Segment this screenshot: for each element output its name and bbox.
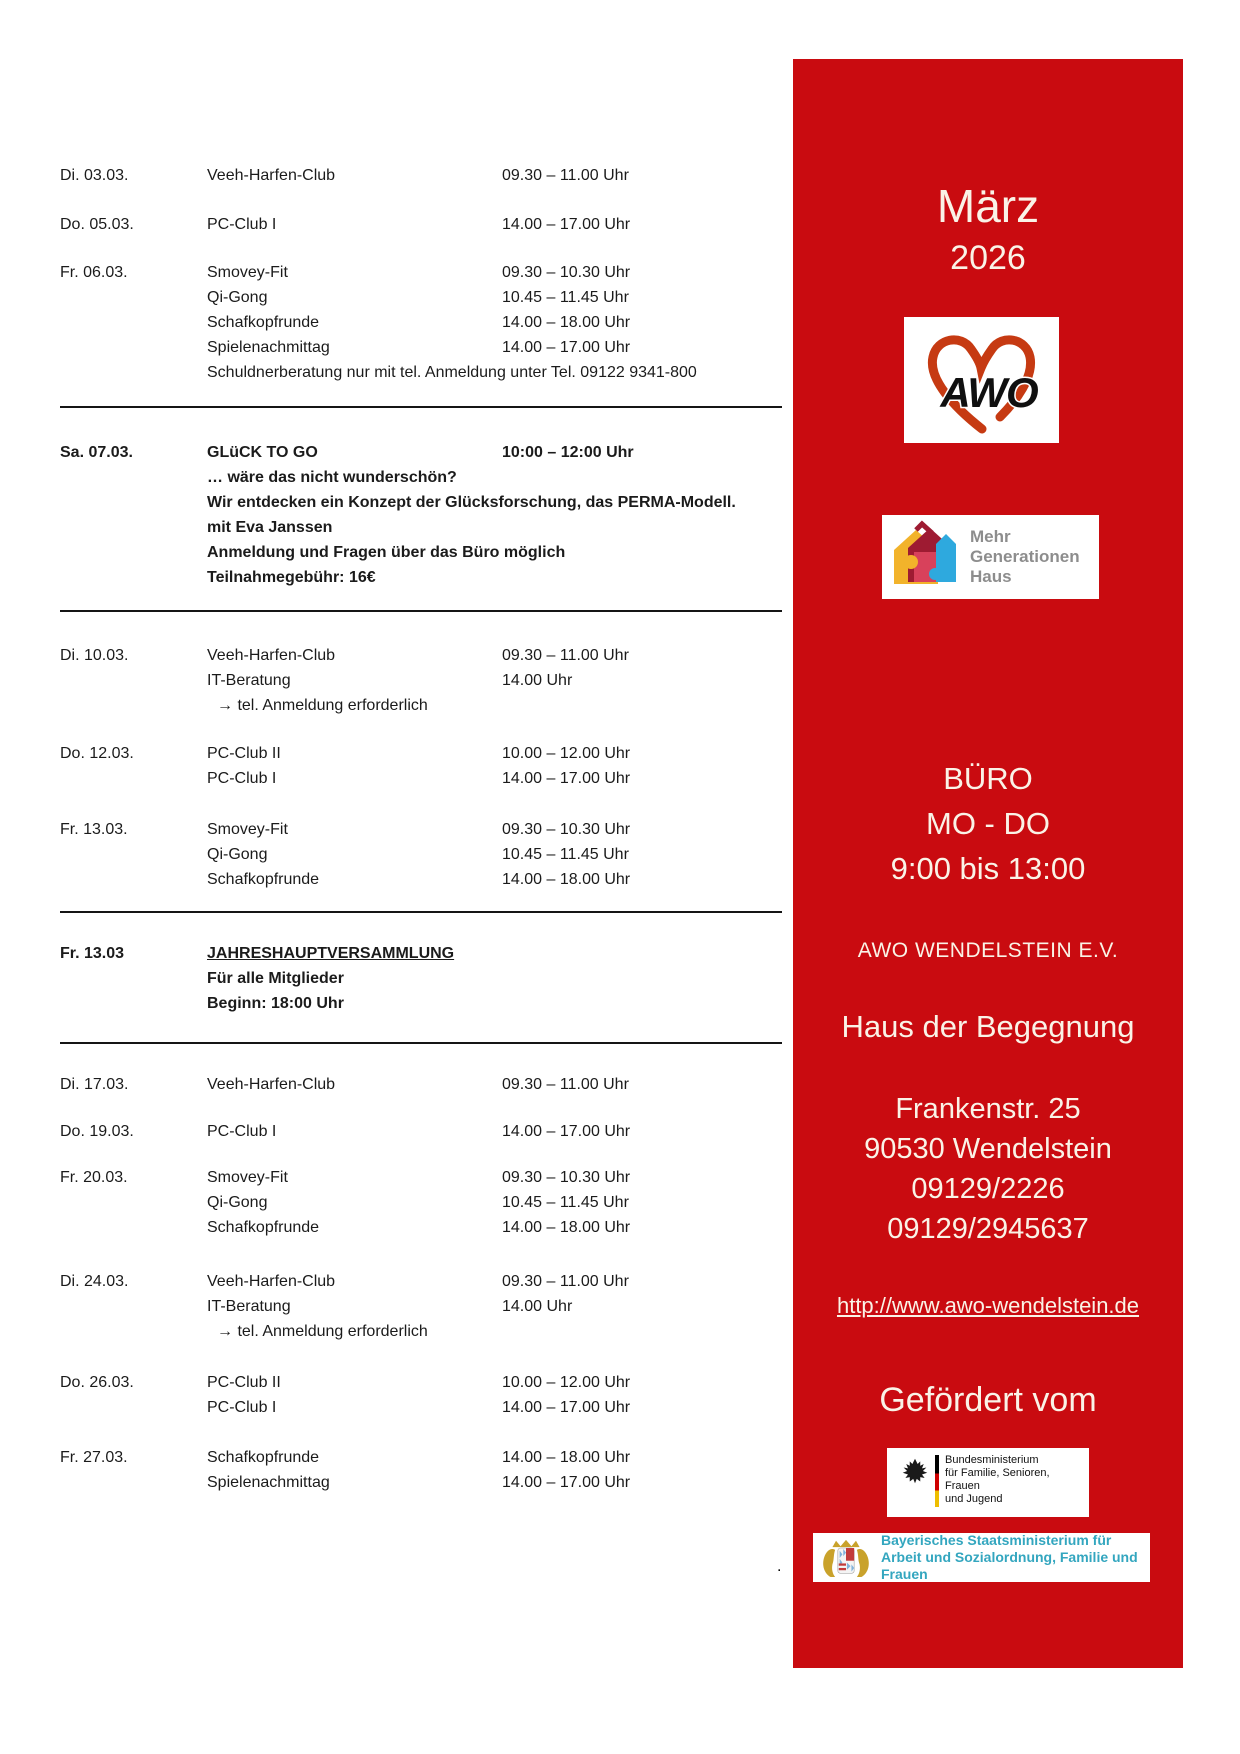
event-name: PC-Club I	[207, 770, 277, 787]
office-days: MO - DO	[926, 806, 1050, 841]
bund-logo-line2: für Familie, Senioren, Frauen	[945, 1467, 1050, 1492]
schedule-row	[207, 163, 784, 188]
date-label: Fr. 27.03.	[60, 1449, 128, 1466]
event-time: 09.30 – 10.30 Uhr	[502, 1169, 631, 1186]
event-time: 10.45 – 11.45 Uhr	[502, 1194, 629, 1211]
schedule-row	[207, 867, 784, 892]
event-time: 10.45 – 11.45 Uhr	[502, 289, 629, 306]
event-name: Schuldnerberatung nur mit tel. Anmeldung unter Tel. 09122 9341-800	[207, 364, 697, 381]
schedule-group	[60, 260, 784, 385]
event-name: Teilnahmegebühr: 16€	[207, 569, 376, 586]
date-label: Fr. 13.03.	[60, 821, 128, 838]
event-name: IT-Beratung	[207, 1298, 291, 1315]
event-name: Spielenachmittag	[207, 1474, 330, 1491]
event-name: PC-Club II	[207, 1374, 281, 1391]
event-name: Veeh-Harfen-Club	[207, 1076, 336, 1093]
event-time: 09.30 – 11.00 Uhr	[502, 647, 629, 664]
address-street: Frankenstr. 25	[895, 1093, 1081, 1125]
schedule-group	[60, 643, 784, 718]
schedule-row	[207, 515, 784, 540]
event-name: PC-Club I	[207, 1399, 277, 1416]
event-name: → tel. Anmeldung erforderlich	[217, 697, 428, 714]
schedule-row	[207, 1445, 784, 1470]
bayern-logo-line1: Bayerisches Staatsministerium für	[881, 1533, 1112, 1548]
event-name: GLüCK TO GO	[207, 444, 318, 461]
schedule-group	[60, 1119, 784, 1144]
venue-name: Haus der Begegnung	[841, 1009, 1135, 1044]
schedule-row	[207, 668, 784, 693]
event-name: JAHRESHAUPTVERSAMMLUNG	[207, 945, 455, 962]
event-name: Wir entdecken ein Konzept der Glücksforschung, das PERMA-Modell.	[207, 494, 736, 511]
bund-logo-line1: Bundesministerium	[945, 1454, 1039, 1466]
schedule-row	[207, 766, 784, 791]
stray-period-mark: .	[777, 1558, 782, 1575]
event-time: 09.30 – 11.00 Uhr	[502, 1076, 629, 1093]
event-time: 14.00 – 17.00 Uhr	[502, 339, 631, 356]
event-name: Veeh-Harfen-Club	[207, 167, 336, 184]
office-label: BÜRO	[943, 761, 1033, 796]
event-time: 10.00 – 12.00 Uhr	[502, 745, 631, 762]
date-label: Fr. 13.03	[60, 945, 125, 962]
website-link[interactable]: http://www.awo-wendelstein.de	[836, 1293, 1140, 1318]
german-flag-bar	[935, 1455, 939, 1507]
schedule-row	[207, 285, 784, 310]
schedule-row	[207, 941, 784, 966]
date-label: Sa. 07.03.	[60, 444, 133, 461]
schedule-row	[207, 643, 784, 668]
event-time: 10:00 – 12:00 Uhr	[502, 444, 634, 461]
section-divider	[60, 610, 782, 612]
section-divider	[60, 1042, 782, 1044]
office-hours: 9:00 bis 13:00	[890, 851, 1086, 886]
awo-heart-icon	[904, 317, 1059, 443]
event-name: Smovey-Fit	[207, 1169, 288, 1186]
event-name: Anmeldung und Fragen über das Büro möglich	[207, 544, 566, 561]
event-time: 14.00 – 17.00 Uhr	[502, 1474, 631, 1491]
org-name: AWO WENDELSTEIN E.V.	[857, 939, 1119, 962]
date-label: Fr. 06.03.	[60, 264, 128, 281]
schedule-row	[207, 1165, 784, 1190]
schedule-group	[60, 1072, 784, 1097]
schedule-row	[207, 1319, 784, 1344]
event-name: Qi-Gong	[207, 846, 268, 863]
event-name: Qi-Gong	[207, 289, 268, 306]
date-label: Do. 12.03.	[60, 745, 134, 762]
event-name: Schafkopfrunde	[207, 1219, 320, 1236]
month-title: März	[936, 180, 1040, 232]
schedule-row	[207, 465, 784, 490]
event-name: Beginn: 18:00 Uhr	[207, 995, 344, 1012]
phone-number-1: 09129/2226	[911, 1173, 1065, 1205]
event-time: 10.45 – 11.45 Uhr	[502, 846, 629, 863]
schedule-row	[207, 693, 784, 718]
schedule-row	[207, 1190, 784, 1215]
schedule-row	[207, 817, 784, 842]
funded-by-label: Gefördert vom	[879, 1381, 1097, 1419]
event-time: 14.00 – 18.00 Uhr	[502, 871, 631, 888]
event-name: Qi-Gong	[207, 1194, 268, 1211]
event-time: 14.00 – 17.00 Uhr	[502, 1399, 631, 1416]
section-divider	[60, 406, 782, 408]
event-time: 14.00 Uhr	[502, 1298, 573, 1315]
date-label: Di. 24.03.	[60, 1273, 129, 1290]
event-name: IT-Beratung	[207, 672, 291, 689]
event-name: Schafkopfrunde	[207, 871, 320, 888]
event-name: Veeh-Harfen-Club	[207, 1273, 336, 1290]
event-time: 09.30 – 10.30 Uhr	[502, 821, 631, 838]
schedule-row	[207, 335, 784, 360]
date-label: Do. 05.03.	[60, 216, 134, 233]
event-name: Schafkopfrunde	[207, 1449, 320, 1466]
schedule-row	[207, 1470, 784, 1495]
schedule-group	[60, 163, 784, 188]
schedule-row	[207, 310, 784, 335]
event-name: PC-Club I	[207, 216, 277, 233]
date-label: Do. 26.03.	[60, 1374, 134, 1391]
event-name: mit Eva Janssen	[207, 519, 333, 536]
puzzle-house-icon	[886, 520, 970, 594]
event-name: Smovey-Fit	[207, 821, 288, 838]
date-label: Di. 17.03.	[60, 1076, 129, 1093]
schedule-row	[207, 1215, 784, 1240]
federal-eagle-icon	[901, 1456, 929, 1486]
schedule-row	[207, 440, 784, 465]
mehrgenerationenhaus-logo	[882, 515, 1099, 599]
red-sidebar	[793, 59, 1183, 1668]
event-time: 14.00 – 18.00 Uhr	[502, 1219, 631, 1236]
event-time: 14.00 – 18.00 Uhr	[502, 1449, 631, 1466]
schedule-row	[207, 1370, 784, 1395]
address-block	[793, 1089, 1183, 1249]
event-time: 14.00 – 17.00 Uhr	[502, 1123, 631, 1140]
event-name: Veeh-Harfen-Club	[207, 647, 336, 664]
schedule-group	[60, 1165, 784, 1240]
address-city: 90530 Wendelstein	[864, 1133, 1112, 1165]
bavaria-coat-of-arms-icon	[817, 1536, 875, 1580]
event-name: PC-Club I	[207, 1123, 277, 1140]
date-label: Fr. 20.03.	[60, 1169, 128, 1186]
schedule-row	[207, 1395, 784, 1420]
event-name: Schafkopfrunde	[207, 314, 320, 331]
event-time: 09.30 – 11.00 Uhr	[502, 167, 629, 184]
schedule-row	[207, 260, 784, 285]
date-label: Di. 10.03.	[60, 647, 129, 664]
schedule-row	[207, 360, 784, 385]
event-time: 09.30 – 11.00 Uhr	[502, 1273, 629, 1290]
mgh-logo-line1: Mehr	[970, 527, 1011, 546]
event-name: … wäre das nicht wunderschön?	[207, 469, 457, 486]
schedule-row	[207, 540, 784, 565]
event-name: PC-Club II	[207, 745, 281, 762]
date-label: Di. 03.03.	[60, 167, 129, 184]
bundesministerium-logo	[887, 1448, 1089, 1517]
schedule-group	[60, 1445, 784, 1495]
event-time: 10.00 – 12.00 Uhr	[502, 1374, 631, 1391]
event-time: 14.00 Uhr	[502, 672, 573, 689]
schedule-row	[207, 1269, 784, 1294]
schedule-row	[207, 966, 784, 991]
event-time: 14.00 – 17.00 Uhr	[502, 770, 631, 787]
section-divider	[60, 911, 782, 913]
date-label: Do. 19.03.	[60, 1123, 134, 1140]
schedule-row	[207, 1294, 784, 1319]
event-time: 09.30 – 10.30 Uhr	[502, 264, 631, 281]
phone-number-2: 09129/2945637	[887, 1213, 1089, 1245]
event-name: → tel. Anmeldung erforderlich	[217, 1323, 428, 1340]
year-title: 2026	[950, 239, 1026, 277]
svg-text:AWO: AWO	[940, 369, 1038, 416]
event-name: Spielenachmittag	[207, 339, 330, 356]
schedule-group	[60, 817, 784, 892]
schedule-group	[60, 440, 784, 590]
schedule-row	[207, 212, 784, 237]
event-time: 14.00 – 18.00 Uhr	[502, 314, 631, 331]
schedule-row	[207, 741, 784, 766]
bund-logo-line3: und Jugend	[945, 1493, 1003, 1505]
schedule-row	[207, 1119, 784, 1144]
schedule-row	[207, 1072, 784, 1097]
mgh-logo-line3: Haus	[970, 567, 1012, 586]
schedule-group	[60, 1370, 784, 1420]
schedule-group	[60, 741, 784, 791]
event-name: Für alle Mitglieder	[207, 970, 344, 987]
schedule-group	[60, 941, 784, 1016]
bayern-logo-line2: Arbeit und Sozialordnung, Familie und Frauen	[881, 1549, 1138, 1582]
event-name: Smovey-Fit	[207, 264, 288, 281]
event-time: 14.00 – 17.00 Uhr	[502, 216, 631, 233]
schedule-row	[207, 991, 784, 1016]
schedule-row	[207, 490, 784, 515]
schedule-row	[207, 842, 784, 867]
mgh-logo-line2: Generationen	[970, 547, 1080, 566]
schedule-group	[60, 212, 784, 237]
awo-logo	[904, 317, 1059, 443]
schedule-row	[207, 565, 784, 590]
schedule-group	[60, 1269, 784, 1344]
bayern-staatsministerium-logo	[813, 1533, 1150, 1582]
